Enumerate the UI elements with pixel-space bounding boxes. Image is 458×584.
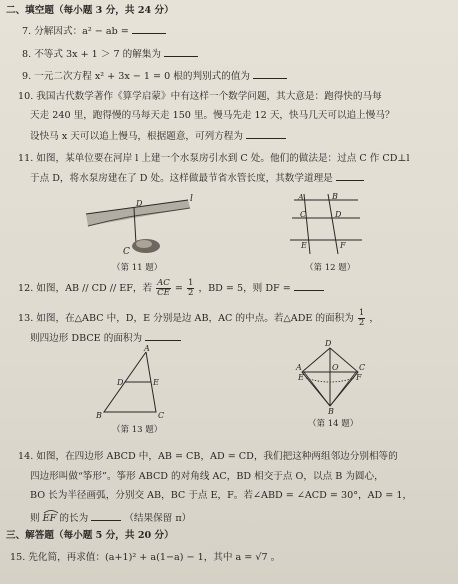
question-13-line-1 bbox=[18, 309, 379, 328]
question-8-text: 8. 不等式 3x + 1 ＞ 7 的解集为 bbox=[22, 49, 162, 60]
figure-14-label-b: B bbox=[328, 407, 334, 416]
question-14-line-1: 14. 如图，在四边形 ABCD 中，AB = CB，AD = CD，我们把这种两组邻边分别相等的 bbox=[18, 451, 398, 462]
answer-blank-13[interactable] bbox=[145, 331, 181, 341]
half-numerator: 1 bbox=[188, 278, 194, 288]
figure-12-label-b: B bbox=[332, 192, 338, 201]
question-12-ratio bbox=[156, 279, 171, 298]
figure-12-label-c: C bbox=[300, 210, 307, 219]
question-7-text: 7. 分解因式：a² − ab = bbox=[22, 26, 129, 37]
question-10-line-3 bbox=[30, 129, 286, 143]
question-9 bbox=[22, 69, 287, 83]
question-11-line-2 bbox=[30, 171, 364, 185]
question-12-suffix: ，BD = 5，则 DF = bbox=[198, 283, 291, 294]
question-13-line-1-end: ， bbox=[369, 313, 379, 324]
answer-blank-10[interactable] bbox=[246, 129, 286, 139]
figure-12 bbox=[288, 192, 368, 258]
figure-12-label-e: E bbox=[301, 241, 307, 250]
question-12-equals: = bbox=[174, 283, 183, 294]
figure-14-label-o: O bbox=[332, 363, 339, 372]
question-13-line-1-text: 13. 如图，在△ABC 中，D，E 分别是边 AB，AC 的中点。若△ADE 的面积为 bbox=[18, 313, 354, 324]
figure-13-caption: （第 13 题） bbox=[112, 425, 163, 435]
question-13-line-2 bbox=[30, 331, 181, 345]
half-denominator: 2 bbox=[188, 288, 194, 298]
question-9-text: 9. 一元二次方程 x² + 3x − 1 = 0 根的判别式的值为 bbox=[22, 71, 251, 82]
ratio-denominator: CE bbox=[157, 288, 170, 298]
question-12-prefix: 12. 如图，AB // CD // EF，若 bbox=[18, 283, 153, 294]
question-14-line-4-end: （结果保留 π） bbox=[124, 513, 192, 524]
figure-14 bbox=[296, 339, 366, 416]
question-8 bbox=[22, 47, 198, 61]
question-11-line-1: 11. 如图，某单位要在河岸 l 上建一个水泵房引水到 C 处。他们的做法是：过点 C 作 CD⊥l bbox=[18, 153, 410, 164]
area-denominator: 2 bbox=[358, 318, 365, 328]
question-10-line-2: 天走 240 里，跑得慢的马每天走 150 里。慢马先走 12 天，快马几天可以追上慢马？ bbox=[30, 110, 395, 121]
figure-11 bbox=[78, 192, 198, 264]
figure-14-label-e: E bbox=[298, 373, 304, 382]
figure-13-label-a: A bbox=[144, 344, 150, 353]
question-15: 15. 先化简，再求值：(a+1)² + a(1−a) − 1，其中 a = √7 。 bbox=[10, 552, 281, 563]
figure-12-caption: （第 12 题） bbox=[305, 263, 356, 273]
section-2-header: 二、填空题（每小题 3 分，共 24 分） bbox=[6, 5, 174, 16]
question-10-line-1: 10. 我国古代数学著作《算学启蒙》中有这样一个数学问题，其大意是：跑得快的马每 bbox=[18, 91, 382, 102]
arc-ef bbox=[43, 510, 57, 525]
question-14-line-4 bbox=[30, 510, 191, 525]
answer-blank-8[interactable] bbox=[164, 47, 198, 57]
question-12 bbox=[18, 279, 324, 298]
ratio-numerator: AC bbox=[157, 278, 170, 288]
question-14-line-2: 四边形叫做“筝形”。筝形 ABCD 的对角线 AC，BD 相交于点 O，以点 B 为圆心， bbox=[30, 471, 384, 482]
question-10-line-3-text: 设快马 x 天可以追上慢马，根据题意，可列方程为 bbox=[30, 131, 243, 142]
figure-13-label-b: B bbox=[96, 411, 102, 420]
figure-12-label-a: A bbox=[298, 193, 304, 202]
question-14-line-4-mid: 的长为 bbox=[59, 513, 89, 524]
arc-mark-icon bbox=[43, 509, 59, 514]
figure-14-label-a: A bbox=[296, 363, 302, 372]
figure-13-label-c: C bbox=[158, 411, 165, 420]
arc-ef-label: EF bbox=[42, 513, 57, 524]
figure-14-label-d: D bbox=[325, 339, 332, 348]
answer-blank-11[interactable] bbox=[336, 171, 364, 181]
question-13-area-fraction bbox=[358, 309, 365, 328]
figure-12-label-f: F bbox=[340, 241, 346, 250]
figure-14-label-f: F bbox=[356, 373, 362, 382]
figure-11-caption: （第 11 题） bbox=[112, 263, 163, 273]
figure-11-label-c: C bbox=[123, 247, 130, 257]
area-numerator: 1 bbox=[358, 308, 365, 318]
figure-13 bbox=[94, 344, 174, 420]
figure-11-label-d: D bbox=[136, 199, 143, 208]
section-3-header: 三、解答题（每小题 5 分，共 20 分） bbox=[6, 530, 174, 541]
answer-blank-12[interactable] bbox=[294, 281, 324, 291]
question-13-line-2-text: 则四边形 DBCE 的面积为 bbox=[30, 333, 143, 344]
question-14-line-3: BO 长为半径画弧，分别交 AB，BC 于点 E，F。若∠ABD = ∠ACD = 30°，AD = 1， bbox=[30, 490, 413, 501]
answer-blank-9[interactable] bbox=[253, 69, 287, 79]
figure-14-label-c: C bbox=[359, 363, 366, 372]
figure-12-label-d: D bbox=[335, 210, 342, 219]
figure-14-caption: （第 14 题） bbox=[308, 419, 359, 429]
question-12-half bbox=[187, 279, 194, 298]
figure-13-label-e: E bbox=[153, 378, 159, 387]
answer-blank-14[interactable] bbox=[91, 511, 121, 521]
question-7 bbox=[22, 24, 166, 38]
figure-11-label-l: l bbox=[190, 194, 193, 204]
question-14-line-4-start: 则 bbox=[30, 513, 40, 524]
answer-blank-7[interactable] bbox=[132, 24, 166, 34]
question-11-line-2-text: 于点 D，将水泵房建在了 D 处。这样做最节省水管长度，其数学道理是 bbox=[30, 173, 333, 184]
figure-13-label-d: D bbox=[117, 378, 124, 387]
